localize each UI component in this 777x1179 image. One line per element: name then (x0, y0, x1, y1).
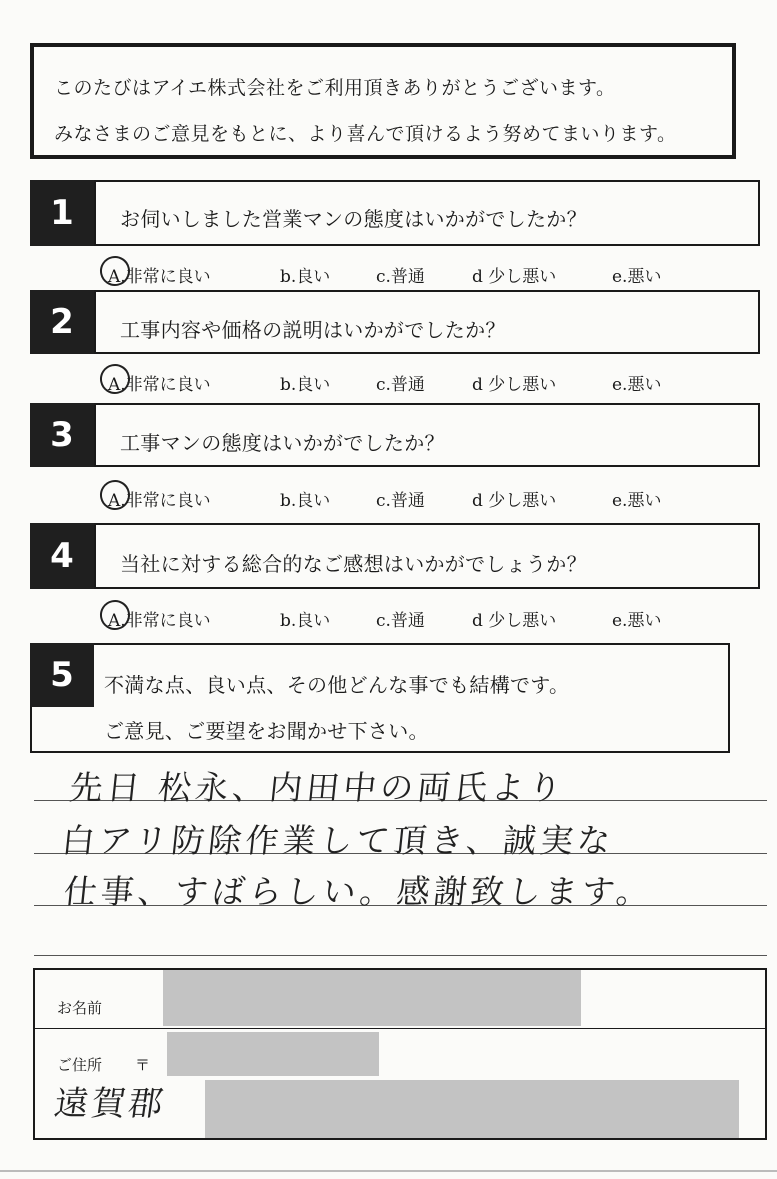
question-text: 工事内容や価格の説明はいかがでしたか？ (120, 318, 506, 342)
options-q2 (108, 370, 708, 400)
option-e[interactable]: e.悪い (612, 267, 662, 287)
option-a[interactable]: A.非常に良い (108, 370, 211, 395)
question-number: 5 (30, 643, 94, 707)
option-e[interactable]: e.悪い (612, 375, 662, 395)
option-d[interactable]: d 少し悪い (472, 267, 557, 287)
option-b[interactable]: b.良い (280, 611, 331, 631)
option-e[interactable]: e.悪い (612, 611, 662, 631)
question-text: 当社に対する総合的なご感想はいかがでしょうか？ (120, 552, 587, 576)
question-box (94, 523, 760, 589)
page-bottom-edge (0, 1170, 777, 1172)
question-box (94, 180, 760, 246)
question-text-line-1: 不満な点、良い点、その他どんな事でも結構です。 (104, 673, 570, 697)
intro-box (30, 43, 736, 159)
question-text: お伺いしました営業マンの態度はいかがでしたか？ (120, 207, 587, 231)
comment-line-2: 白アリ防除作業して頂き、誠実な (59, 821, 617, 860)
option-b[interactable]: b.良い (280, 267, 331, 287)
options-q1 (108, 262, 708, 292)
option-c[interactable]: c.普通 (376, 491, 425, 511)
option-d[interactable]: d 少し悪い (472, 611, 557, 631)
postal-mark: 〒 (135, 1056, 151, 1074)
option-b[interactable]: b.良い (280, 375, 331, 395)
option-a[interactable]: A.非常に良い (108, 262, 211, 287)
question-number: 4 (30, 523, 94, 589)
postal-code-redacted-field[interactable] (167, 1032, 379, 1076)
intro-line-2: みなさまのご意見をもとに、より喜んで頂けるよう努めてまいります。 (54, 123, 677, 145)
address-label: ご住所 (57, 1056, 103, 1074)
ruled-line (34, 955, 767, 956)
option-d[interactable]: d 少し悪い (472, 491, 557, 511)
address-handwritten: 遠賀郡 (51, 1084, 169, 1124)
option-b[interactable]: b.良い (280, 491, 331, 511)
question-box (94, 290, 760, 354)
option-c[interactable]: c.普通 (376, 267, 425, 287)
option-c[interactable]: c.普通 (376, 375, 425, 395)
comment-line-1: 先日 松永、内田中の両氏より (67, 768, 568, 807)
intro-line-1: このたびはアイエ株式会社をご利用頂きありがとうございます。 (54, 77, 616, 99)
contact-form (33, 968, 767, 1140)
option-e[interactable]: e.悪い (612, 491, 662, 511)
comment-line-3: 仕事、すばらしい。感謝致します。 (61, 872, 656, 911)
name-redacted-field[interactable] (163, 970, 581, 1026)
question-number: 3 (30, 403, 94, 467)
question-text-line-2: ご意見、ご要望をお聞かせ下さい。 (104, 719, 429, 743)
address-redacted-field[interactable] (205, 1080, 739, 1138)
question-number: 2 (30, 290, 94, 354)
question-box (94, 403, 760, 467)
form-divider (35, 1028, 765, 1029)
question-box (30, 643, 730, 753)
options-q4 (108, 606, 708, 636)
option-d[interactable]: d 少し悪い (472, 375, 557, 395)
option-a[interactable]: A.非常に良い (108, 606, 211, 631)
name-label: お名前 (57, 999, 103, 1017)
option-c[interactable]: c.普通 (376, 611, 425, 631)
options-q3 (108, 486, 708, 516)
option-a[interactable]: A.非常に良い (108, 486, 211, 511)
question-number: 1 (30, 180, 94, 246)
question-text: 工事マンの態度はいかがでしたか？ (120, 431, 445, 455)
